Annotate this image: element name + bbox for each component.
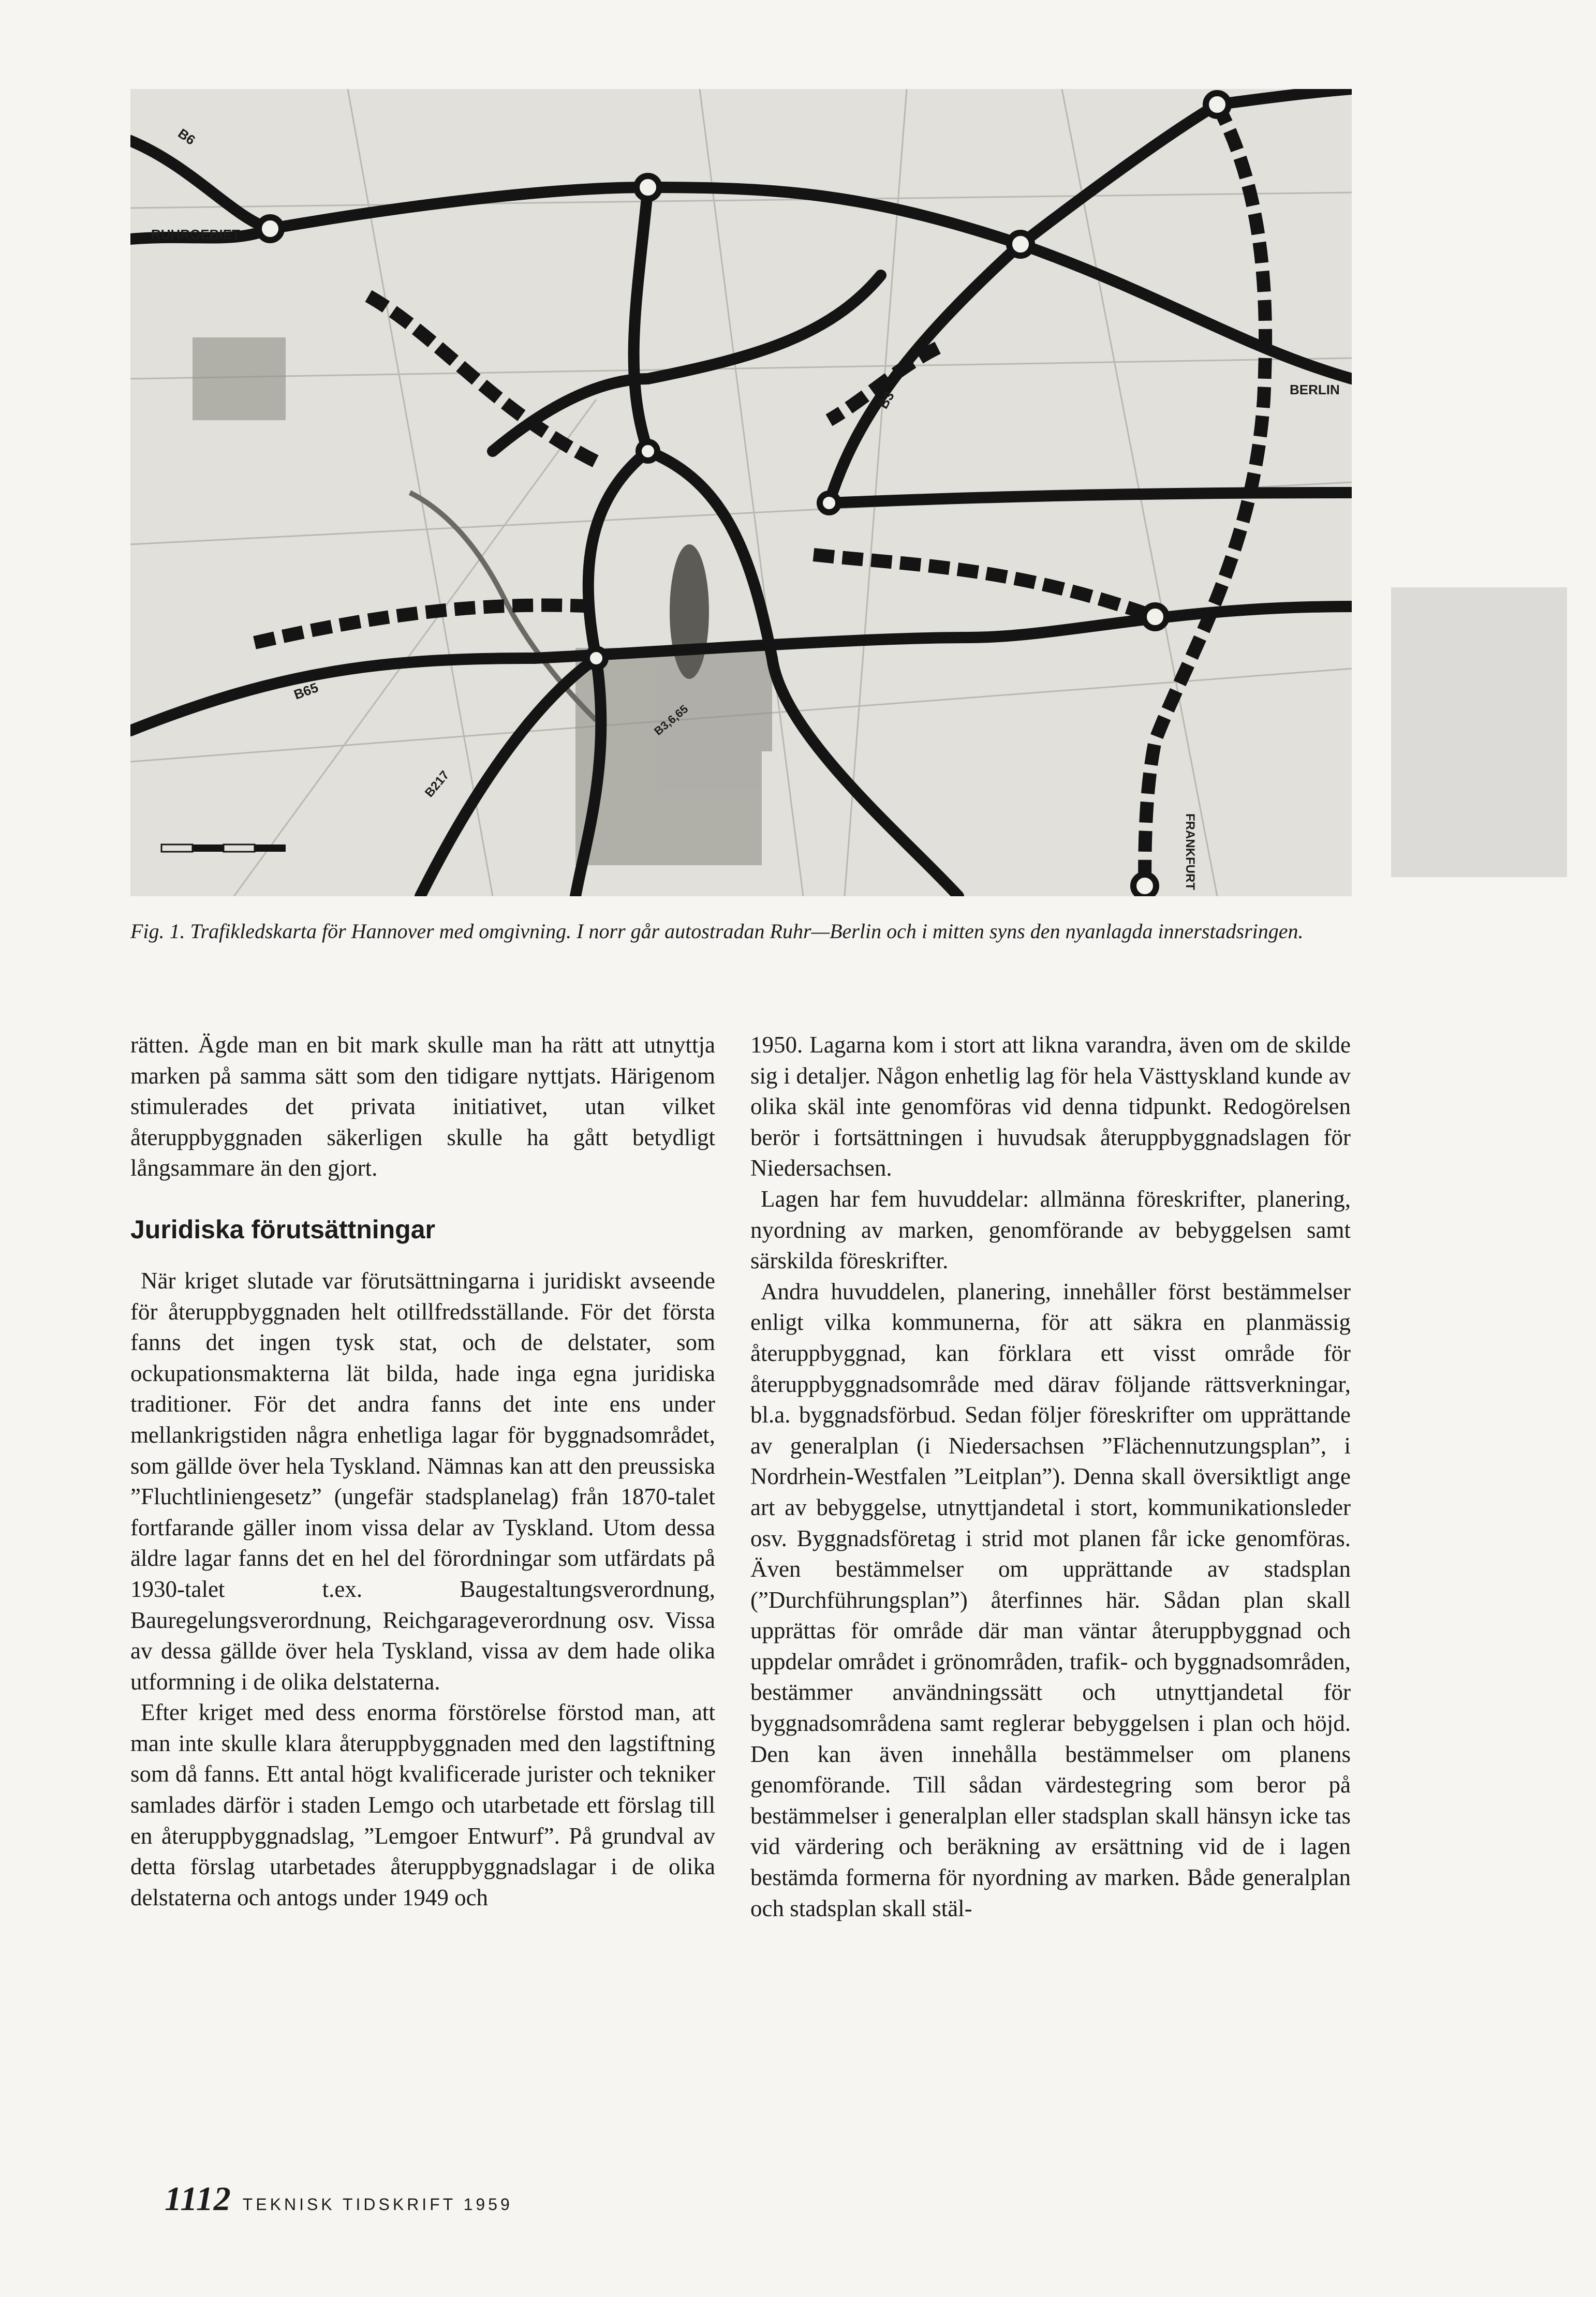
section-heading: Juridiska förutsättningar <box>130 1214 435 1244</box>
paragraph: 1950. Lagarna kom i stort att likna varandra, även om de skilde sig i detaljer. Någon enhetlig lag för hela Västtyskland kunde av olika skäl inte genomföras vid denna tidpunkt. Redogörelsen berör i fortsättningen i huvudsak återuppbyggnadslagen för Niedersachsen. <box>750 1032 1351 1181</box>
left-column <box>130 1030 715 1913</box>
label-route-b217: B217 <box>422 768 452 800</box>
map-drawing <box>130 89 1352 896</box>
label-ruhrgebiet: RUHRGEBIET <box>151 227 240 242</box>
paragraph: Lagen har fem huvuddelar: allmänna föreskrifter, planering, nyordning av marken, genomförande av bebyggelsen samt särskilda föreskrifter. <box>750 1185 1351 1274</box>
label-route-b65: B65 <box>291 679 320 703</box>
label-route-b6: B6 <box>175 125 199 148</box>
right-column <box>750 1030 1351 1924</box>
scan-shadow <box>1391 587 1567 877</box>
label-route-b3: B3 <box>875 389 897 411</box>
paragraph: Andra huvuddelen, planering, innehåller först bestämmelser enligt vilka kommunerna, för att säkra en planmässig återuppbyggnad, kan förklara ett visst område för återuppbyggnadsområde med därav följande rättsverkningar, bl.a. byggnadsförbud. Sedan följer föreskrifter om upprättande av generalplan (i Niedersachsen ”Flächennutzungsplan”, i Nordrhein-Westfalen ”Leitplan”). Denna skall översiktligt ange art av bebyggelse, utnyttjandetal i stort, kommunikationsleder osv. Byggnadsföretag i strid mot planen får icke genomföras. Även bestämmelser om upprättande av stadsplan (”Durchführungsplan”) återfinnes här. Sådan plan skall upprättas för område där man väntar återuppbyggnad och uppdelar området i grönområden, trafik- och byggnadsområden, bestämmer användningssätt och utnyttjandetal för byggnadsområdena samt reglerar bebyggelsen i plan och höjd. Den kan även innehålla bestämmelser om planens genomförande. Till sådan värdestegring som beror på bestämmelser i generalplan eller stadsplan skall hänsyn icke tas vid värdering och beräkning av ersättning vid de i lagen bestämda formerna för nyordning av marken. Både generalplan och stadsplan skall stäl- <box>750 1278 1351 1921</box>
label-frankfurt: FRANKFURT <box>1183 813 1197 890</box>
label-berlin: BERLIN <box>1290 382 1340 397</box>
traffic-map-figure <box>130 89 1352 896</box>
paragraph: När kriget slutade var förutsättningarna i juridiskt avseende för återuppbyggnaden helt otillfredsställande. För det första fanns det ingen tysk stat, och de delstater, som ockupationsmakterna lät bilda, hade inga egna juridiska traditioner. För det andra fanns det inte ens under mellankrigstiden några enhetliga lagar för byggnadsområdet, som gällde över hela Tyskland. Nämnas kan att den preussiska ”Fluchtliniengesetz” (ungefär stadsplanelag) från 1870-talet fortfarande gäller inom vissa delar av Tyskland. Utom dessa äldre lagar fanns det en hel del förordningar som utfärdats på 1930-talet t.ex. Baugestaltungsverordnung, Bauregelungsverordnung, Reichgarageverordnung osv. Vissa av dessa gällde över hela Tyskland, vissa av dem hade olika utformning i de olika delstaterna. <box>130 1267 715 1695</box>
journal-title: TEKNISK TIDSKRIFT 1959 <box>242 2195 513 2214</box>
figure-caption: Fig. 1. Trafikledskarta för Hannover med omgivning. I norr går autostradan Ruhr—Berlin och i mitten syns den nyanlagda innerstadsringen. <box>130 920 1304 943</box>
label-route-b3-6-65: B3,6,65 <box>652 702 691 738</box>
paragraph: Efter kriget med dess enorma förstörelse förstod man, att man inte skulle klara återuppbyggnaden med den lagstiftning som då fanns. Ett antal högt kvalificerade jurister och tekniker samlades därför i staden Lemgo och utarbetade ett förslag till en återuppbyggnadslag, ”Lemgoer Entwurf”. På grundval av detta förslag utarbetades återuppbyggnadslagar i de olika delstaterna och antogs under 1949 och <box>130 1699 715 1910</box>
scale-bar <box>161 844 286 852</box>
paragraph: rätten. Ägde man en bit mark skulle man ha rätt att utnyttja marken på samma sätt som den tidigare nyttjats. Härigenom stimulerades det privata initiativet, utan vilket återuppbyggnaden säkerligen skulle ha gått betydligt långsammare än den gjort. <box>130 1032 715 1181</box>
page-footer <box>165 2180 513 2219</box>
page-number: 1112 <box>165 2180 231 2218</box>
